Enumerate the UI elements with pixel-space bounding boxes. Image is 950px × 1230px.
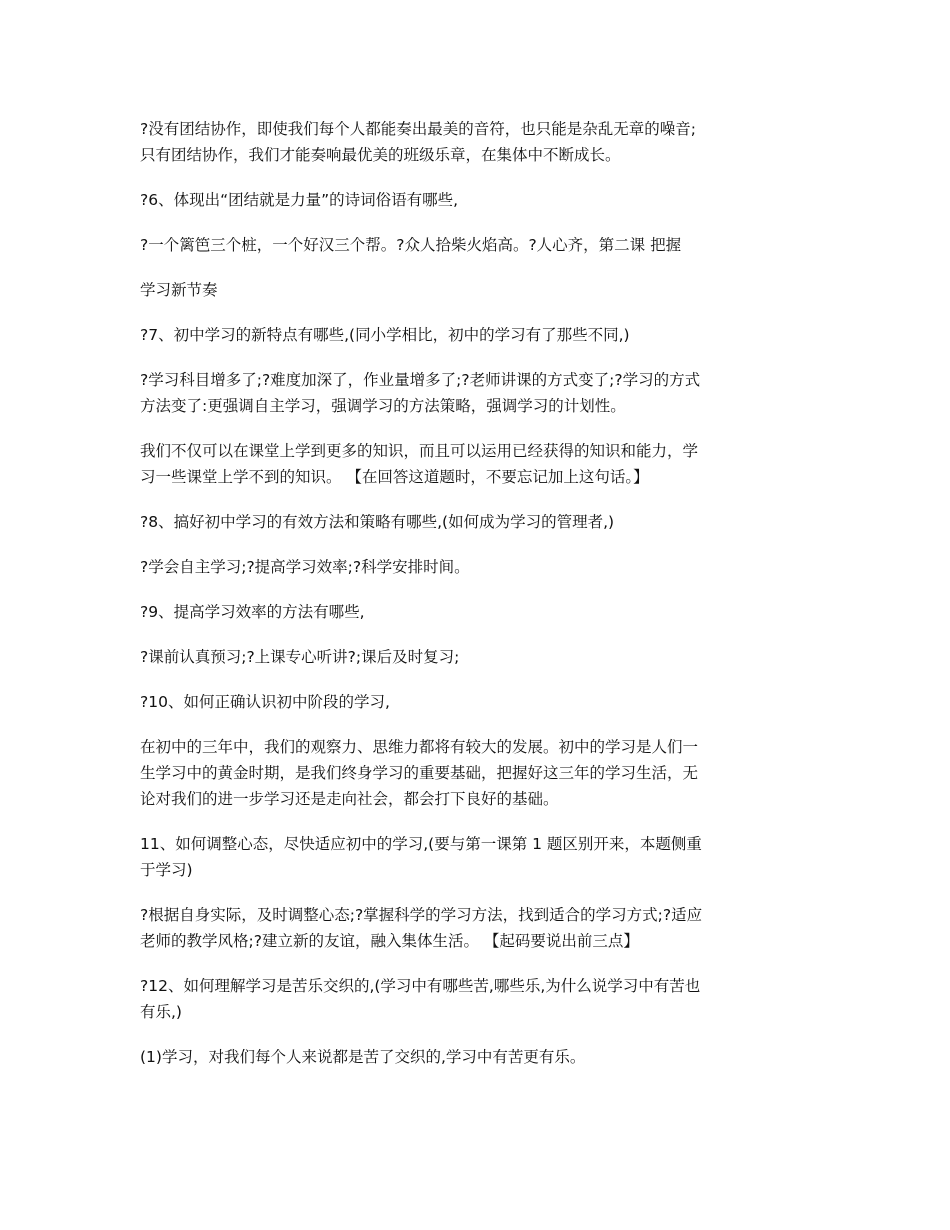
paragraph: ?7、初中学习的新特点有哪些,(同小学相比，初中的学习有了那些不同,) [140,326,630,344]
paragraph: ?9、提高学习效率的方法有哪些, [140,603,365,621]
paragraph: ?没有团结协作，即使我们每个人都能奏出最美的音符，也只能是杂乱无章的噪音; 只有团结协作，我们才能奏响最优美的班级乐章，在集体中不断成长。 [140,120,696,164]
paragraph: ?学会自主学习;?提高学习效率;?科学安排时间。 [140,558,470,576]
paragraph: 在初中的三年中，我们的观察力、思维力都将有较大的发展。初中的学习是人们一 生学习中的黄金时期，是我们终身学习的重要基础，把握好这三年的学习生活，无 论对我们的进一步学习还是走向社会，都会打下良好的基础。 [140,738,699,808]
paragraph: ?10、如何正确认识初中阶段的学习, [140,693,390,711]
paragraph: 11、如何调整心态，尽快适应初中的学习,(要与第一课第 1 题区别开来，本题侧重 于学习) [140,835,702,879]
paragraph: ?6、体现出“团结就是力量”的诗词俗语有哪些, [140,191,459,209]
paragraph: (1)学习，对我们每个人来说都是苦了交织的,学习中有苦更有乐。 [140,1048,586,1066]
paragraph: 学习新节奏 [140,281,218,299]
paragraph: ?课前认真预习;?上课专心听讲?;课后及时复习; [140,648,460,666]
document-page [140,116,810,1089]
paragraph: ?学习科目增多了;?难度加深了，作业量增多了;?老师讲课的方式变了;?学习的方式 方法变了:更强调自主学习，强调学习的方法策略，强调学习的计划性。 [140,371,701,415]
paragraph: ?12、如何理解学习是苦乐交织的,(学习中有哪些苦,哪些乐,为什么说学习中有苦也 有乐,) [140,977,701,1021]
paragraph: ?根据自身实际，及时调整心态;?掌握科学的学习方法，找到适合的学习方式;?适应 老师的教学风格;?建立新的友谊，融入集体生活。 【起码要说出前三点】 [140,906,703,950]
paragraph: ?一个篱笆三个桩，一个好汉三个帮。?众人拾柴火焰高。?人心齐，第二课 把握 [140,236,682,254]
paragraph: ?8、搞好初中学习的有效方法和策略有哪些,(如何成为学习的管理者,) [140,513,615,531]
paragraph: 我们不仅可以在课堂上学到更多的知识，而且可以运用已经获得的知识和能力，学 习一些课堂上学不到的知识。 【在回答这道题时，不要忘记加上这句话。】 [140,442,699,486]
